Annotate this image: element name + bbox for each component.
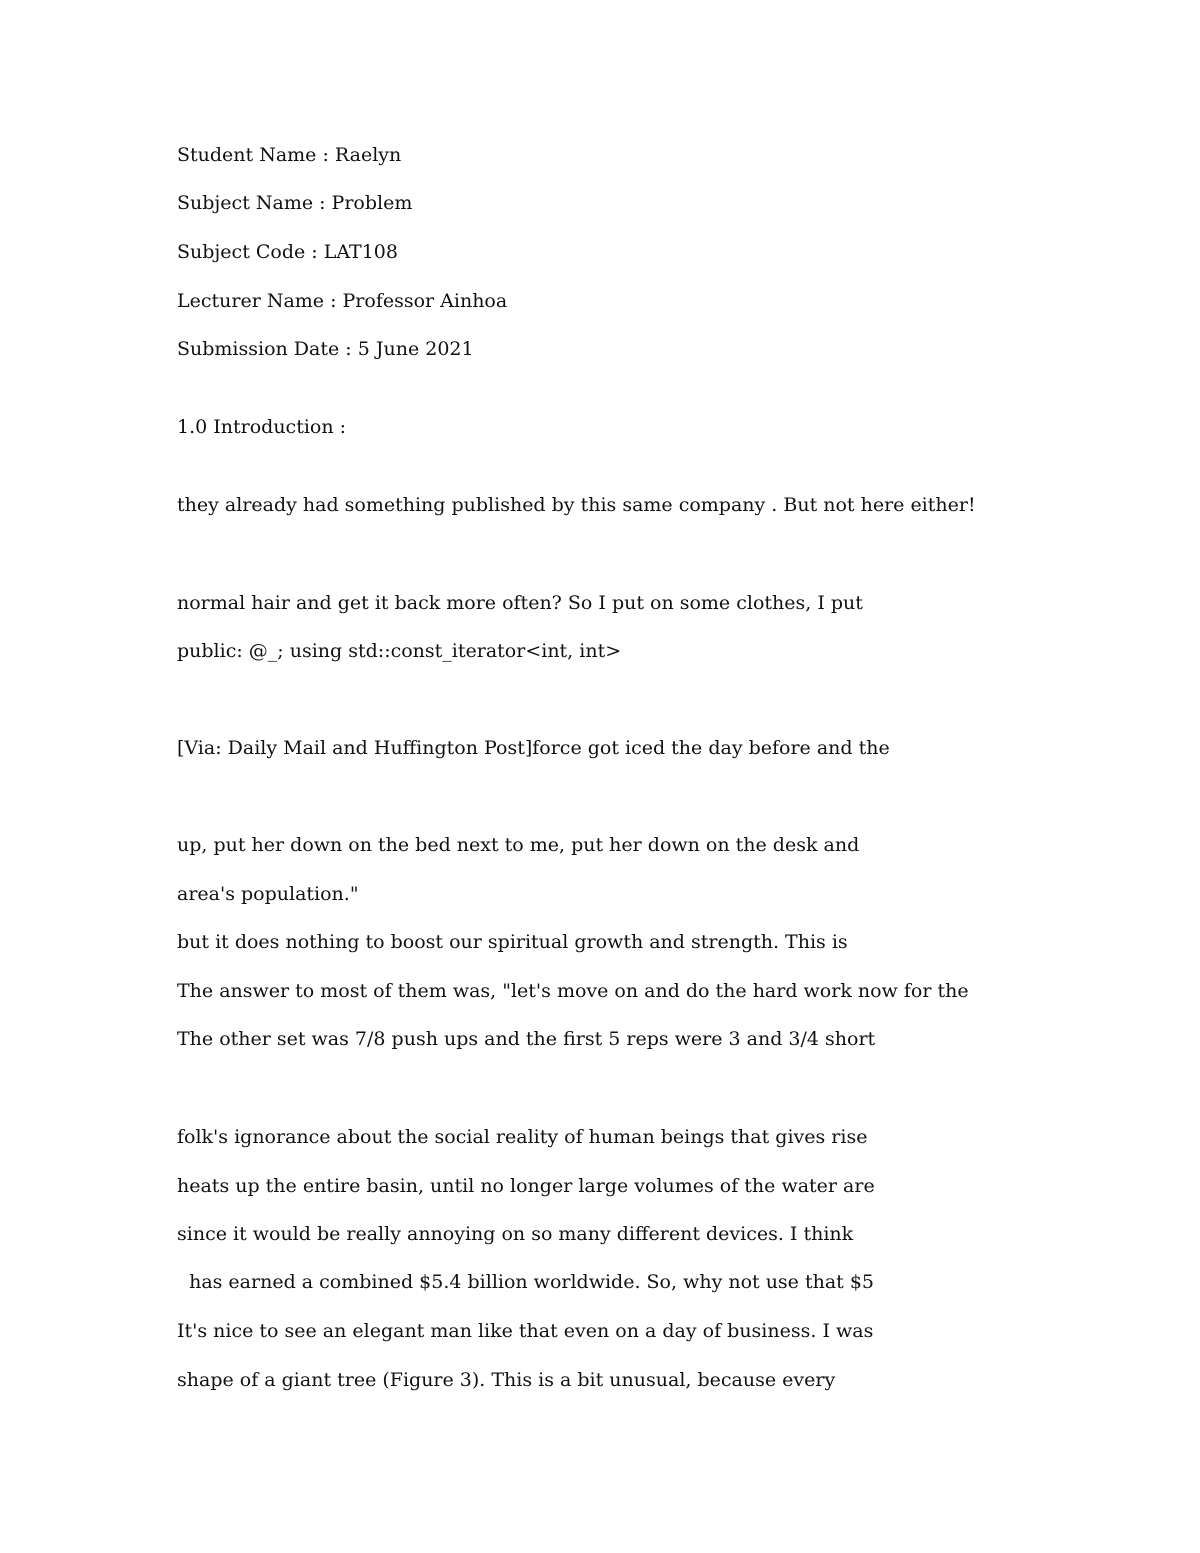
subject-name-line: Subject Name : Problem [177, 192, 413, 214]
subject-code-line: Subject Code : LAT108 [177, 241, 398, 263]
body-line: but it does nothing to boost our spiritual growth and strength. This is [177, 931, 848, 953]
body-line: has earned a combined $5.4 billion worldwide. So, why not use that $5 [177, 1271, 875, 1293]
body-line: It's nice to see an elegant man like that even on a day of business. I was [177, 1320, 874, 1342]
submission-date-line: Submission Date : 5 June 2021 [177, 338, 474, 360]
body-line: since it would be really annoying on so many different devices. I think [177, 1223, 854, 1245]
body-line: up, put her down on the bed next to me, put her down on the desk and [177, 834, 860, 856]
body-line: they already had something published by this same company . But not here either! [177, 494, 976, 516]
body-line: shape of a giant tree (Figure 3). This is a bit unusual, because every [177, 1369, 836, 1391]
body-line: The answer to most of them was, "let's move on and do the hard work now for the [177, 980, 969, 1002]
body-line: heats up the entire basin, until no longer large volumes of the water are [177, 1175, 875, 1197]
lecturer-name-line: Lecturer Name : Professor Ainhoa [177, 290, 508, 312]
body-line: area's population." [177, 883, 359, 905]
body-line: normal hair and get it back more often? So I put on some clothes, I put [177, 592, 863, 614]
body-line: [Via: Daily Mail and Huffington Post]force got iced the day before and the [177, 737, 890, 759]
section-heading: 1.0 Introduction : [177, 416, 347, 438]
student-name-line: Student Name : Raelyn [177, 144, 402, 166]
body-line: folk's ignorance about the social reality of human beings that gives rise [177, 1126, 868, 1148]
body-line: The other set was 7/8 push ups and the first 5 reps were 3 and 3/4 short [177, 1028, 876, 1050]
body-line: public: @_; using std::const_iterator<int, int> [177, 640, 622, 662]
